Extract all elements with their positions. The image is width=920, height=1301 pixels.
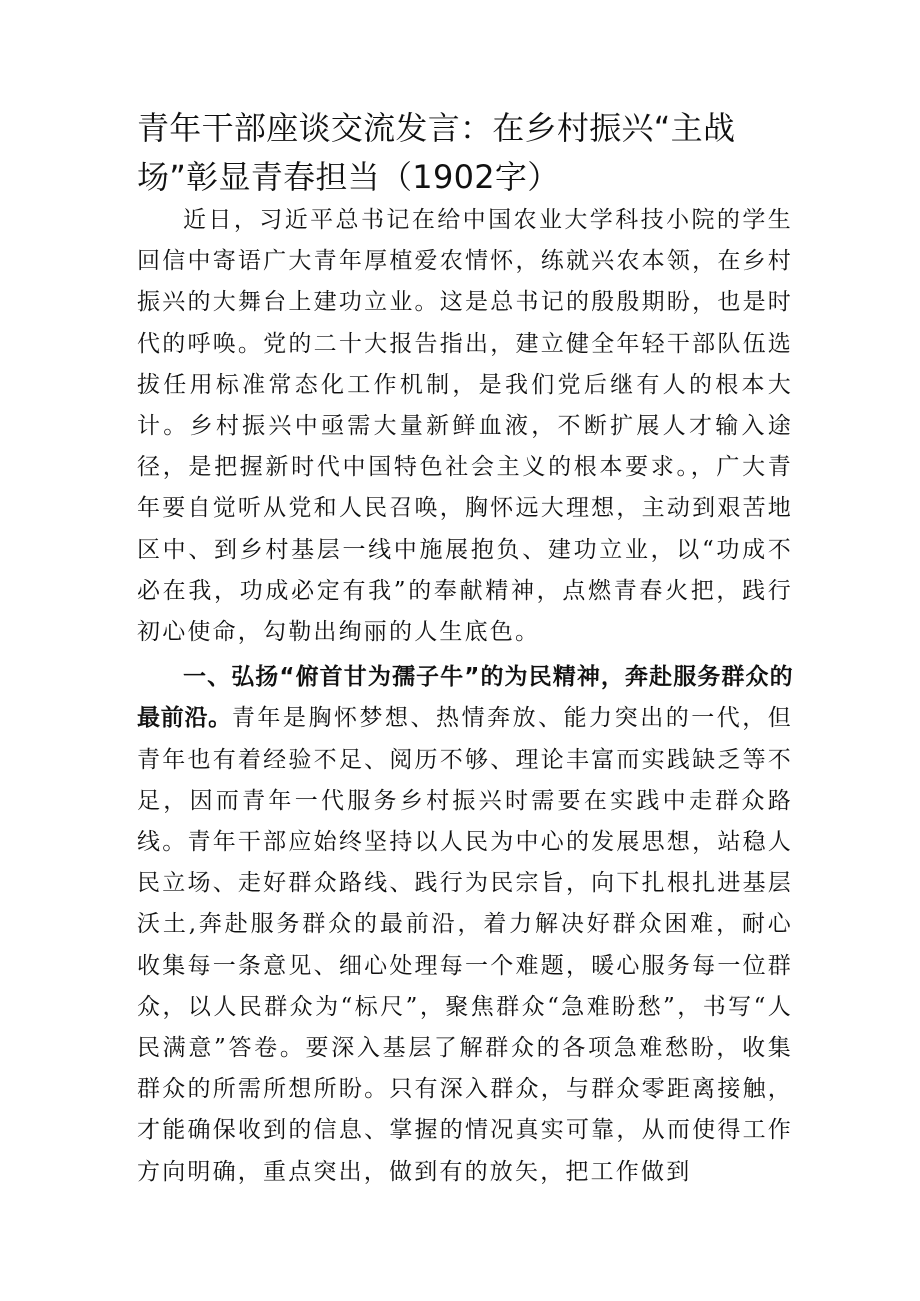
section-one-heading: 一、弘扬“俯首甘为孺子牛”的为民精神，奔赴服务群众的最前沿。 [137, 664, 793, 732]
section-one-text: 青年是胸怀梦想、热情奔放、能力突出的一代，但青年也有着经验不足、阅历不够、理论丰富而实践缺乏等不足，因而青年一代服务乡村振兴时需要在实践中走群众路线。青年干部应始终坚持以人民为中心的发展思想，站稳人民立场、走好群众路线、践行为民宗旨，向下扎根扎进基层沃土,奔赴服务群众的最前沿，着力解决好群众困难，耐心收集每一条意见、细心处理每一个难题，暖心服务每一位群众，以人民群众为“标尺”，聚焦群众“急难盼愁”，书写“人民满意”答卷。要深入基层了解群众的各项急难愁盼，收集群众的所需所想所盼。只有深入群众，与群众零距离接触，才能确保收到的信息、掌握的情况真实可靠，从而使得工作方向明确，重点突出，做到有的放矢，把工作做到 [137, 705, 793, 1185]
section-one-paragraph [137, 657, 793, 1193]
intro-paragraph-text: 近日，习近平总书记在给中国农业大学科技小院的学生回信中寄语广大青年厚植爱农情怀，练就兴农本领，在乡村振兴的大舞台上建功立业。这是总书记的殷殷期盼，也是时代的呼唤。党的二十大报告指出，建立健全年轻干部队伍选拔任用标准常态化工作机制，是我们党后继有人的根本大计。乡村振兴中亟需大量新鲜血液，不断扩展人才输入途径，是把握新时代中国特色社会主义的根本要求。，广大青年要自觉听从党和人民召唤，胸怀远大理想，主动到艰苦地区中、到乡村基层一线中施展抱负、建功立业，以“功成不必在我，功成必定有我”的奉献精神，点燃青春火把，践行初心使命，勾勒出绚丽的人生底色。 [137, 207, 793, 646]
document-body [137, 200, 793, 1193]
document-title: 青年干部座谈交流发言：在乡村振兴“主战场”彰显青春担当（1902字） [137, 109, 736, 196]
intro-paragraph [137, 200, 793, 653]
